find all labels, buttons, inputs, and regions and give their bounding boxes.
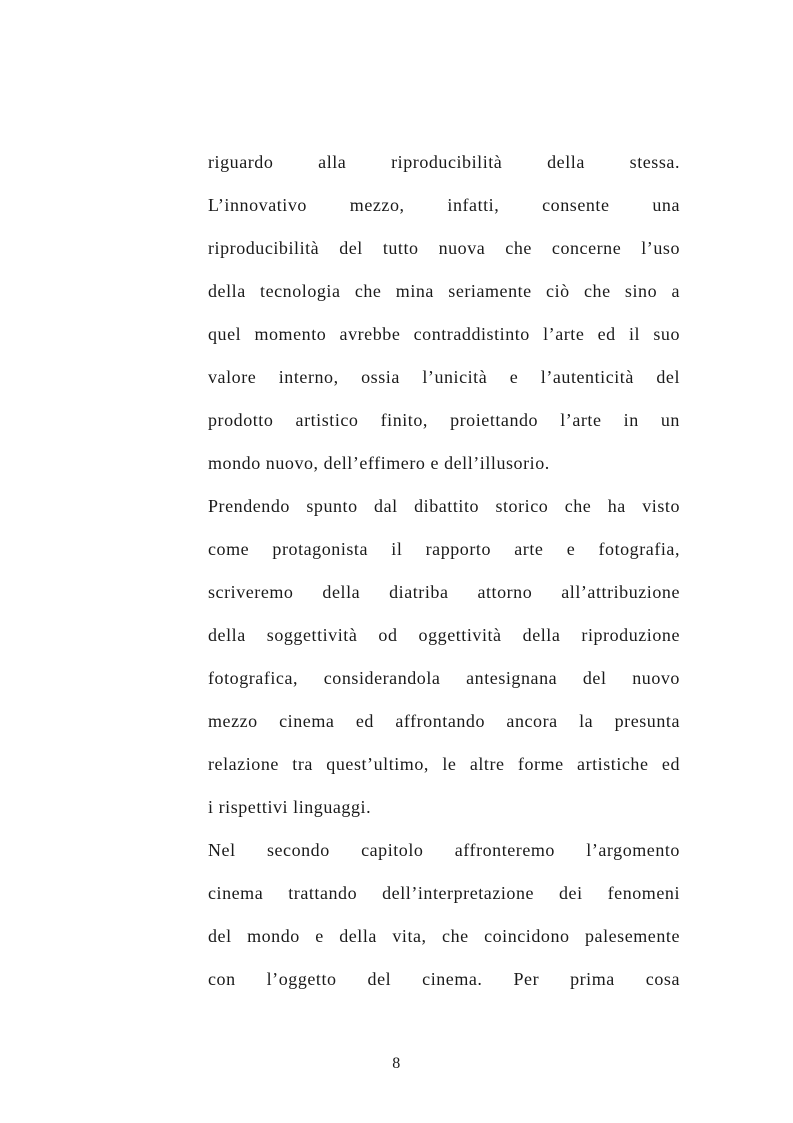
text-line: riguardo alla riproducibilità della stessa. bbox=[208, 152, 680, 172]
text-line: Nel secondo capitolo affronteremo l’argomento bbox=[208, 840, 680, 860]
text-line: mondo nuovo, dell’effimero e dell’illusorio. bbox=[208, 453, 550, 473]
text-line: della soggettività od oggettività della riproduzione bbox=[208, 625, 680, 645]
text-line: del mondo e della vita, che coincidono palesemente bbox=[208, 926, 680, 946]
text-line: cinema trattando dell’interpretazione dei fenomeni bbox=[208, 883, 680, 903]
text-line: i rispettivi linguaggi. bbox=[208, 797, 372, 817]
text-line: mezzo cinema ed affrontando ancora la presunta bbox=[208, 711, 680, 731]
text-line: valore interno, ossia l’unicità e l’autenticità del bbox=[208, 367, 680, 387]
text-line: L’innovativo mezzo, infatti, consente una bbox=[208, 195, 680, 215]
text-line: scriveremo della diatriba attorno all’attribuzione bbox=[208, 582, 680, 602]
text-line: Prendendo spunto dal dibattito storico che ha visto bbox=[208, 496, 680, 516]
text-line: quel momento avrebbe contraddistinto l’arte ed il suo bbox=[208, 324, 680, 344]
text-line: fotografica, considerandola antesignana del nuovo bbox=[208, 668, 680, 688]
text-line: come protagonista il rapporto arte e fotografia, bbox=[208, 539, 680, 559]
text-line: della tecnologia che mina seriamente ciò che sino a bbox=[208, 281, 680, 301]
text-line: relazione tra quest’ultimo, le altre forme artistiche ed bbox=[208, 754, 680, 774]
text-line: riproducibilità del tutto nuova che concerne l’uso bbox=[208, 238, 680, 258]
text-line: con l’oggetto del cinema. Per prima cosa bbox=[208, 969, 680, 989]
page-number: 8 bbox=[392, 1055, 401, 1072]
text-line: prodotto artistico finito, proiettando l’arte in un bbox=[208, 410, 680, 430]
body-text bbox=[208, 141, 680, 1001]
